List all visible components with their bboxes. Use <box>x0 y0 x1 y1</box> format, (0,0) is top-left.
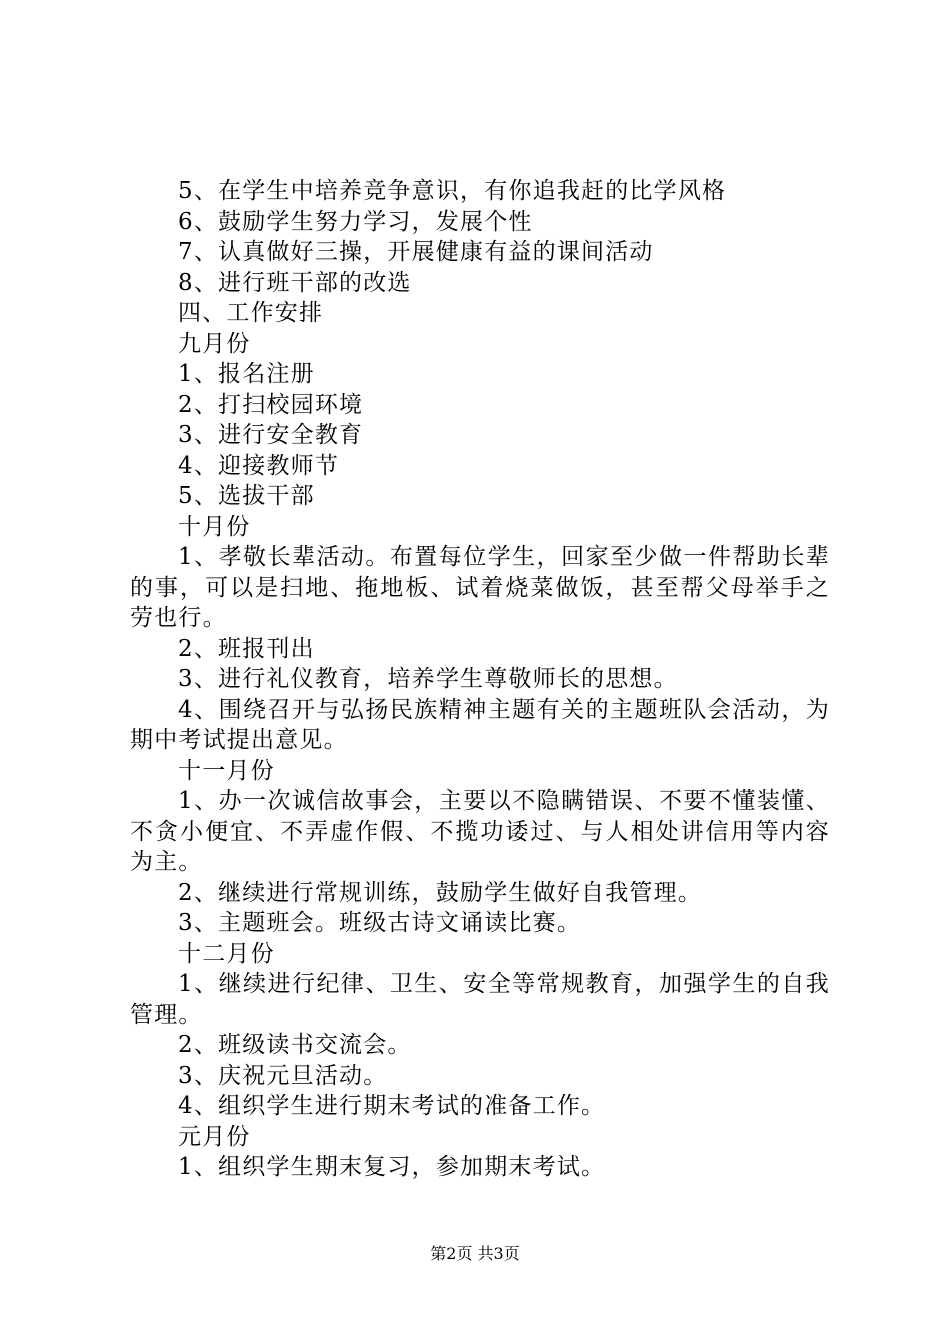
paragraph-line: 4、组织学生进行期末考试的准备工作。 <box>178 1093 606 1119</box>
paragraph-line: 十一月份 <box>178 757 275 784</box>
paragraph-line: 十二月份 <box>178 940 275 967</box>
paragraph-line: 四、工作安排 <box>178 300 324 326</box>
paragraph-line: 2、班级读书交流会。 <box>178 1032 412 1058</box>
paragraph-line: 2、打扫校园环境 <box>178 391 364 418</box>
paragraph-line: 3、庆祝元旦活动。 <box>178 1062 388 1089</box>
paragraph-line: 3、主题班会。班级古诗文诵读比赛。 <box>178 910 582 936</box>
paragraph-line: 2、班报刊出 <box>178 635 315 662</box>
paragraph-line: 元月份 <box>178 1123 251 1150</box>
paragraph-line: 1、组织学生期末复习，参加期末考试。 <box>178 1154 606 1180</box>
paragraph-line: 2、继续进行常规训练，鼓励学生做好自我管理。 <box>178 879 703 906</box>
paragraph-line: 3、进行安全教育 <box>178 422 364 448</box>
paragraph-line: 8、进行班干部的改选 <box>178 269 412 296</box>
paragraph-line: 九月份 <box>178 330 251 357</box>
paragraph-line: 7、认真做好三操，开展健康有益的课间活动 <box>178 239 654 265</box>
paragraph-line: 4、围绕召开与弘扬民族精神主题有关的主题班队会活动，为期中考试提出意见。 <box>130 696 830 753</box>
paragraph-line: 6、鼓励学生努力学习，发展个性 <box>178 208 533 235</box>
paragraph-line: 4、迎接教师节 <box>178 452 340 479</box>
paragraph-line: 十月份 <box>178 513 251 540</box>
paragraph-line: 1、孝敬长辈活动。布置每位学生，回家至少做一件帮助长辈的事，可以是扫地、拖地板、试着烧菜做饭，甚至帮父母举手之劳也行。 <box>130 544 830 631</box>
document-body <box>130 176 830 1183</box>
paragraph-line: 1、办一次诚信故事会，主要以不隐瞒错误、不要不懂装懂、不贪小便宜、不弄虚作假、不揽功诿过、与人相处讲信用等内容为主。 <box>130 788 830 875</box>
paragraph-line: 1、继续进行纪律、卫生、安全等常规教育，加强学生的自我管理。 <box>130 971 830 1028</box>
paragraph-line: 1、报名注册 <box>178 361 315 387</box>
paragraph-line: 5、选拔干部 <box>178 483 315 509</box>
paragraph-line: 3、进行礼仪教育，培养学生尊敬师长的思想。 <box>178 666 678 692</box>
paragraph-line: 5、在学生中培养竞争意识，有你追我赶的比学风格 <box>178 178 727 204</box>
page-footer: 第2页 共3页 <box>430 1244 520 1263</box>
